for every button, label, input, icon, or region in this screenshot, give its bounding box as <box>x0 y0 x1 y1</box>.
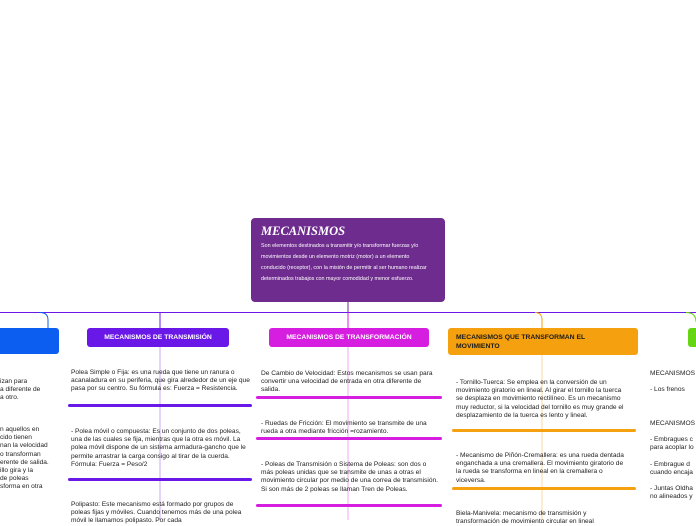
category-transmision[interactable] <box>87 328 229 347</box>
far-right-category[interactable] <box>688 328 696 347</box>
far-right-leaf-4: - Embragues c para acoplar lo <box>650 436 694 452</box>
category-transforman-movimiento-label: MECANISMOS QUE TRANSFORMAN EL MOVIMIENTO <box>456 333 586 350</box>
far-left-leaf-2: n aquellos en cido tienen nan la velocidad o transforman erente de salida. illo gira y la de poleas sforma en otra <box>0 426 49 491</box>
far-left-leaf-1: izan para a diferente de a otro. <box>0 378 41 402</box>
transmision-leaf-polea-simple: Polea Simple o Fija: es una rueda que tiene un ranura o acanaladura en su periferia, que gira alrededor de un eje que pasa por su centro. Su fórmula es: Fuerza = Resistencia. <box>71 369 250 393</box>
transformacion-leaf-underline <box>256 437 442 440</box>
category-transformacion-label: MECANISMOS DE TRANSFORMACIÓN <box>286 334 412 341</box>
transforman-mov-connector <box>535 313 542 329</box>
transforman-leaf-underline <box>452 487 636 490</box>
transmision-leaf-underline <box>68 478 252 481</box>
category-transforman-movimiento[interactable] <box>448 328 638 355</box>
transforman-leaf-biela-manivela: Biela-Manivela: mecanismo de transmisión y transformación de movimiento circular en lineal <box>456 510 594 526</box>
far-right-leaf-3: MECANISMOS <box>650 420 696 427</box>
transmision-leaf-polipasto: Polipasto: Este mecanismo está formado por grupos de poleas fijas y móviles. Cuando tenemos más de una polea móvil le llamamos polipasto. Por cada <box>71 501 242 525</box>
transformacion-leaf-underline <box>256 396 442 399</box>
central-topic-description: Son elementos destinados a transmitir y/o transformar fuerzas y/o movimientos desde un elemento motriz (motor) a un elemento conducido (receptor), con la misión de permitir al ser humano realizar determinados trabajos con mayor comodidad y menor esfuerzo. <box>261 243 427 282</box>
transformacion-leaf-ruedas-friccion: - Ruedas de Fricción: El movimiento se transmite de una rueda a otra mediante fricción =rozamiento. <box>261 420 427 436</box>
far-right-connector <box>686 313 696 323</box>
transformacion-leaf-underline <box>256 504 442 507</box>
category-transmision-label: MECANISMOS DE TRANSMISIÓN <box>104 334 212 341</box>
transformacion-leaf-poleas-transmision: - Poleas de Transmisión o Sistema de Poleas: son dos o más poleas unidas que se transmite de unas a otras el movimiento circular por medio de una correa de transmisión. Si son más de 2 poleas se llaman Tren de Poleas. <box>261 461 439 493</box>
central-topic-title: MECANISMOS <box>261 224 346 238</box>
transmision-leaf-underline <box>68 404 252 407</box>
category-transformacion[interactable] <box>269 328 429 347</box>
transmision-leaf-polea-movil: - Polea móvil o compuesta: Es un conjunto de dos poleas, una de las cuales se fija, mientras que la otra es móvil. La polea móvil dispone de un sistema armadura-gancho que le permite arrastrar la carga consigo al tirar de la cuerda. Fórmula: Fuerza = Peso/2 <box>71 428 246 468</box>
far-left-category[interactable] <box>0 328 59 354</box>
transforman-leaf-pinon-cremallera: - Mecanismo de Piñón-Cremallera: es una rueda dentada enganchada a una cremallera. El movimiento giratorio de la rueda se transforma en lineal en la cremallera o viceversa. <box>456 452 624 484</box>
far-right-leaf-1: MECANISMOS <box>650 370 696 377</box>
transforman-leaf-underline <box>452 429 636 432</box>
far-right-leaf-2: - Los frenos <box>650 386 685 393</box>
far-right-leaf-6: - Juntas Oldha no alineados y <box>650 485 693 501</box>
central-topic-mecanismos[interactable] <box>251 218 445 302</box>
far-right-leaf-5: - Embrague d cuando encaja <box>650 461 693 477</box>
transformacion-leaf-cambio-velocidad: De Cambio de Velocidad: Estos mecanismos se usan para convertir una velocidad de entrada en otra diferente de salida. <box>261 370 433 394</box>
transforman-leaf-tornillo-tuerca: - Tornillo-Tuerca: Se emplea en la conversión de un movimiento giratorio en lineal. Al girar el tornillo la tuerca se desplaza en movimiento rectilíneo. Es un mecanismo muy reductor, si la velocidad del tornillo es muy grande el desplazamiento de la tuerca es lento y lineal. <box>456 379 624 419</box>
